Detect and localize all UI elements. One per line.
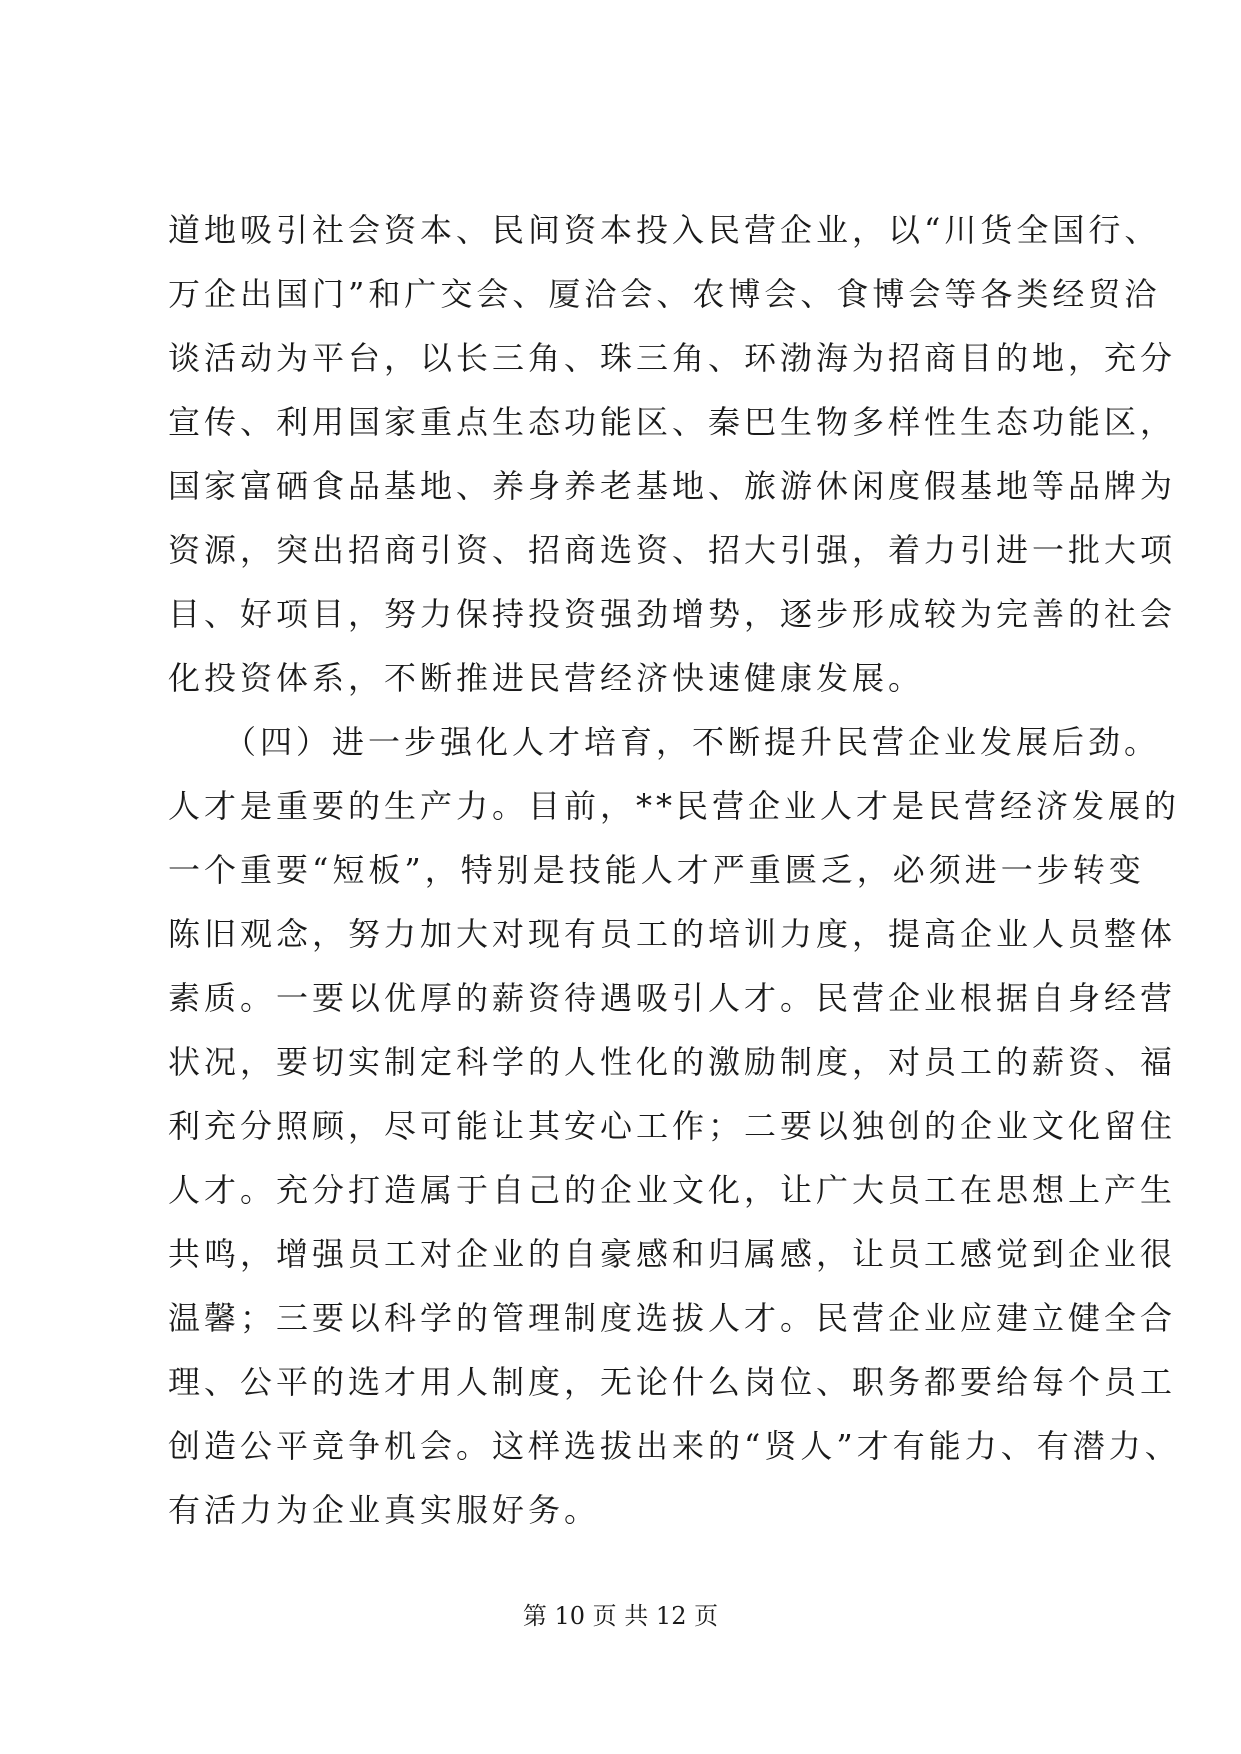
text-line: 利充分照顾，尽可能让其安心工作；二要以独创的企业文化留住	[168, 1107, 1177, 1145]
text-line: 谈活动为平台，以长三角、珠三角、环渤海为招商目的地，充分	[168, 339, 1177, 377]
section-heading-line: （四）进一步强化人才培育，不断提升民营企业发展后劲。	[168, 723, 1161, 761]
text-line: 有活力为企业真实服好务。	[168, 1491, 601, 1529]
page-footer: 第 10 页 共 12 页	[522, 1602, 719, 1630]
text-line: 化投资体系，不断推进民营经济快速健康发展。	[168, 659, 925, 697]
text-line: 人才是重要的生产力。目前，**民营企业人才是民营经济发展的	[168, 787, 1181, 825]
document-body	[168, 198, 1181, 1542]
text-line: 理、公平的选才用人制度，无论什么岗位、职务都要给每个员工	[168, 1363, 1177, 1401]
text-line: 人才。充分打造属于自己的企业文化，让广大员工在思想上产生	[168, 1171, 1177, 1209]
text-line: 状况，要切实制定科学的人性化的激励制度，对员工的薪资、福	[168, 1043, 1177, 1081]
text-line: 一个重要“短板”，特别是技能人才严重匮乏，必须进一步转变	[168, 851, 1145, 889]
text-line: 目、好项目，努力保持投资强劲增势，逐步形成较为完善的社会	[168, 595, 1177, 633]
text-line: 陈旧观念，努力加大对现有员工的培训力度，提高企业人员整体	[168, 915, 1177, 953]
text-line: 素质。一要以优厚的薪资待遇吸引人才。民营企业根据自身经营	[168, 979, 1177, 1017]
text-line: 资源，突出招商引资、招商选资、招大引强，着力引进一批大项	[168, 531, 1177, 569]
text-line: 共鸣，增强员工对企业的自豪感和归属感，让员工感觉到企业很	[168, 1235, 1177, 1273]
text-line: 万企出国门”和广交会、厦洽会、农博会、食博会等各类经贸洽	[168, 275, 1161, 313]
text-line: 宣传、利用国家重点生态功能区、秦巴生物多样性生态功能区，	[168, 403, 1177, 441]
text-line: 温馨；三要以科学的管理制度选拔人才。民营企业应建立健全合	[168, 1299, 1177, 1337]
text-line: 国家富硒食品基地、养身养老基地、旅游休闲度假基地等品牌为	[168, 467, 1177, 505]
text-line: 道地吸引社会资本、民间资本投入民营企业，以“川货全国行、	[168, 211, 1161, 249]
text-line: 创造公平竞争机会。这样选拔出来的“贤人”才有能力、有潜力、	[168, 1427, 1181, 1465]
